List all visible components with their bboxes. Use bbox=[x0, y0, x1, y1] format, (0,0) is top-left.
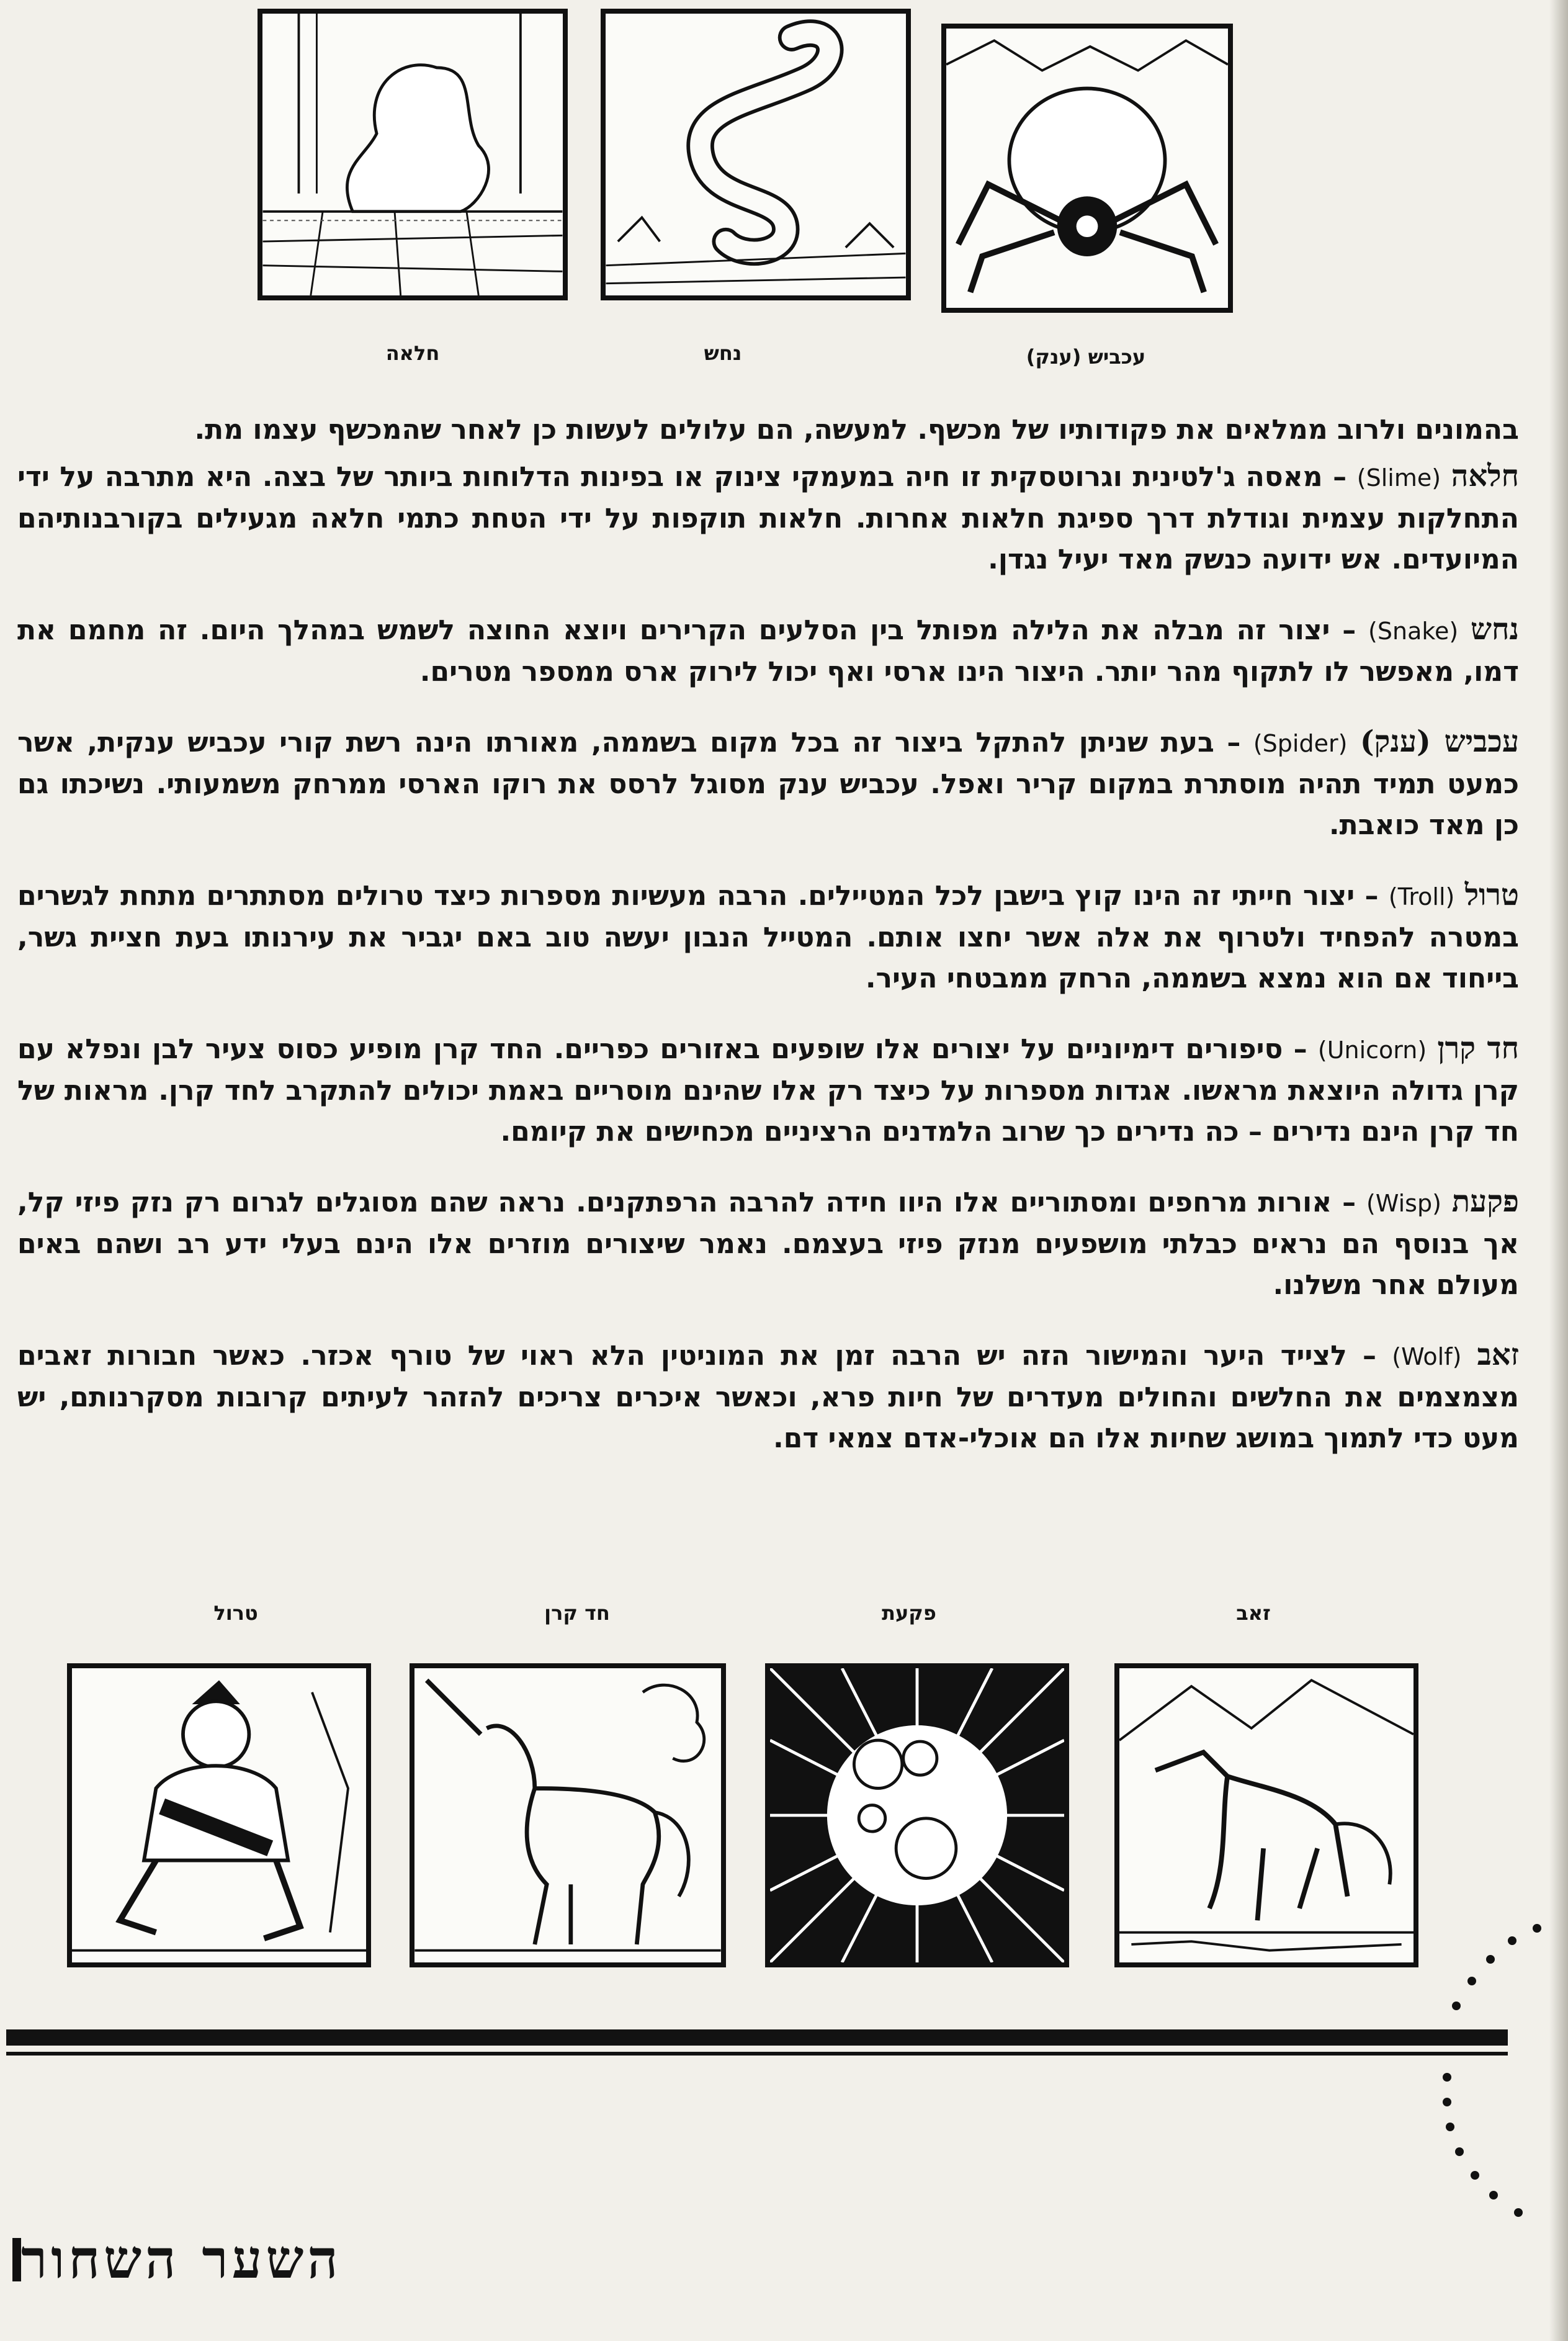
decorative-dot bbox=[1452, 2002, 1461, 2010]
decorative-dot bbox=[1508, 1936, 1516, 1945]
spider-illustration bbox=[941, 24, 1233, 313]
decorative-dot bbox=[1443, 2073, 1451, 2082]
entry-wolf bbox=[17, 1334, 1519, 1459]
entry-snake bbox=[17, 609, 1519, 693]
spider-caption: עכביש (ענק) bbox=[1026, 345, 1146, 369]
decorative-dot bbox=[1486, 1955, 1495, 1964]
decorative-dot bbox=[1533, 1924, 1541, 1933]
unicorn-caption: חד קרן bbox=[544, 1601, 610, 1625]
wolf-drawing bbox=[1119, 1668, 1413, 1962]
snake-caption: נחש bbox=[704, 341, 742, 365]
entry-text: – יצור חייתי זה הינו קוץ בישבן לכל המטיילים. הרבה מעשיות מספרות כיצד טרולים מסתתרים מתחת לגשרים במטרה להפחיד ולטרוף את אלה אשר יחצו אותם. המטייל הנבון יעשה טוב באם יגביר את עירנותו בעת חציית גשר, בייחוד אם הוא נמצא בשממה, הרחק ממבטחי העיר. bbox=[17, 880, 1519, 994]
wisp-drawing bbox=[770, 1668, 1064, 1962]
troll-illustration bbox=[67, 1663, 371, 1967]
snake-drawing bbox=[606, 14, 906, 295]
entry-english: (Troll) bbox=[1388, 883, 1455, 910]
decorative-dot bbox=[1489, 2191, 1498, 2199]
decorative-dot bbox=[1471, 2171, 1479, 2180]
entry-spider bbox=[17, 721, 1519, 846]
title-bar-icon bbox=[12, 2238, 21, 2281]
intro-line: בהמונים ולרוב ממלאים את פקודותיו של מכשף. למעשה, הם עלולים לעשות כן לאחר שהמכשף עצמו מת. bbox=[194, 414, 1519, 446]
entry-text: – יצור זה מבלה את הלילה מפותל בין הסלעים הקרירים ויוצא החוצה לשמש במהלך היום. זה מחמם את דמו, מאפשר לו לתקוף מהר יותר. היצור הינו ארסי ואף יכול לירוק ארס ממספר מטרים. bbox=[17, 614, 1519, 688]
book-title-text: השער השחור bbox=[21, 2228, 342, 2291]
slime-drawing bbox=[262, 14, 563, 295]
unicorn-illustration bbox=[410, 1663, 726, 1967]
entry-unicorn bbox=[17, 1028, 1519, 1153]
entry-text: – סיפורים דימיוניים על יצורים אלו שופעים באזורים כפריים. החד קרן מופיע כסוס צעיר לבן ונפלא עם קרן גדולה היוצאת מראשו. אגדות מספרות על כיצד רק אלו שהינם מוסריים באמת יכולים להתקרב לחד קרן. מראות של חד קרן הינם נדירים – כה נדירים כך שרוב הלמדנים הרציניים מכחישים את קיומם. bbox=[17, 1033, 1519, 1148]
footer-rule-thick bbox=[6, 2029, 1508, 2046]
slime-caption: חלאה bbox=[385, 341, 440, 365]
entry-text: – אורות מרחפים ומסתוריים אלו היוו חידה להרבה הרפתקנים. נראה שהם מסוגלים לגרום רק נזק פיזי קל, אך בנוסף הם נראים כבלתי מושפעים מנזק פיזי בעצמם. נאמר שיצורים מוזרים אלו הינם בעלי ידע רב ושהם באים מעולם אחר משלנו. bbox=[17, 1187, 1519, 1301]
entry-wisp bbox=[17, 1181, 1519, 1306]
entry-english: (Unicorn) bbox=[1317, 1036, 1427, 1064]
entry-term: טרול bbox=[1464, 878, 1519, 912]
entry-slime bbox=[17, 456, 1519, 580]
wolf-caption: זאב bbox=[1236, 1601, 1271, 1625]
page-edge-shadow bbox=[1549, 0, 1568, 2341]
entry-english: (Wolf) bbox=[1392, 1343, 1462, 1370]
entry-english: (Snake) bbox=[1368, 618, 1459, 645]
decorative-dot bbox=[1455, 2147, 1464, 2156]
entry-english: (Slime) bbox=[1356, 464, 1441, 492]
entry-text: – בעת שניתן להתקל ביצור זה בכל מקום בשממה, מאורתו הינה רשת קורי עכביש ענקית, אשר כמעט תמיד תהיה מוסתרת במקום קריר ואפל. עכביש ענק מסוגל לרסס את רוקו הארסי ממרחק משמעותי. נשיכתו גם כן מאד כואבת. bbox=[17, 727, 1519, 841]
wisp-illustration bbox=[765, 1663, 1069, 1967]
troll-caption: טרול bbox=[213, 1601, 258, 1625]
footer-rule-thin bbox=[6, 2052, 1508, 2056]
entry-term: עכביש (ענק) bbox=[1360, 724, 1519, 759]
entry-term: חד קרן bbox=[1437, 1031, 1519, 1066]
decorative-dot bbox=[1514, 2208, 1523, 2217]
wolf-illustration bbox=[1114, 1663, 1418, 1967]
entry-text: – מאסה ג'לטינית וגרוטסקית זו חיה במעמקי צינוק או בפינות הדלוחות ביותר של בצה. היא מתרבה על ידי התחלקות עצמית וגודלת דרך ספיגת חלאות אחרות. חלאות תוקפות על ידי הטחת כתמי חלאה מגעילים בקורבנותיהם המיועדים. אש ידועה כנשק מאד יעיל נגדן. bbox=[17, 461, 1519, 575]
entry-troll bbox=[17, 874, 1519, 999]
creature-descriptions bbox=[17, 410, 1519, 1488]
wisp-caption: פקעת bbox=[882, 1601, 936, 1625]
troll-drawing bbox=[72, 1668, 366, 1962]
entry-term: חלאה bbox=[1451, 459, 1519, 493]
spider-drawing bbox=[946, 29, 1228, 308]
entry-english: (Spider) bbox=[1253, 730, 1348, 757]
entry-term: זאב bbox=[1477, 1337, 1519, 1372]
decorative-dot bbox=[1446, 2123, 1454, 2131]
entry-text: – לצייד היער והמישור הזה יש הרבה זמן את המוניטין הלא ראוי של טורף אכזר. כאשר חבורות זאבים מצמצמים את החלשים והחולים מעדרים של חיות פרא, וכאשר איכרים צריכים להזהר לעיתים קרובות מסקרנותם, יש מעט כדי לתמוך במושג שחיות אלו הם אוכלי-אדם צמאי דם. bbox=[17, 1340, 1519, 1454]
book-title bbox=[6, 2228, 342, 2291]
decorative-dot bbox=[1467, 1977, 1476, 1985]
decorative-dot bbox=[1443, 2098, 1451, 2106]
snake-illustration bbox=[601, 9, 911, 300]
entry-english: (Wisp) bbox=[1366, 1190, 1441, 1217]
slime-illustration bbox=[258, 9, 568, 300]
unicorn-drawing bbox=[414, 1668, 721, 1962]
entry-term: נחש bbox=[1470, 612, 1519, 647]
entry-term: פקעת bbox=[1451, 1184, 1519, 1219]
